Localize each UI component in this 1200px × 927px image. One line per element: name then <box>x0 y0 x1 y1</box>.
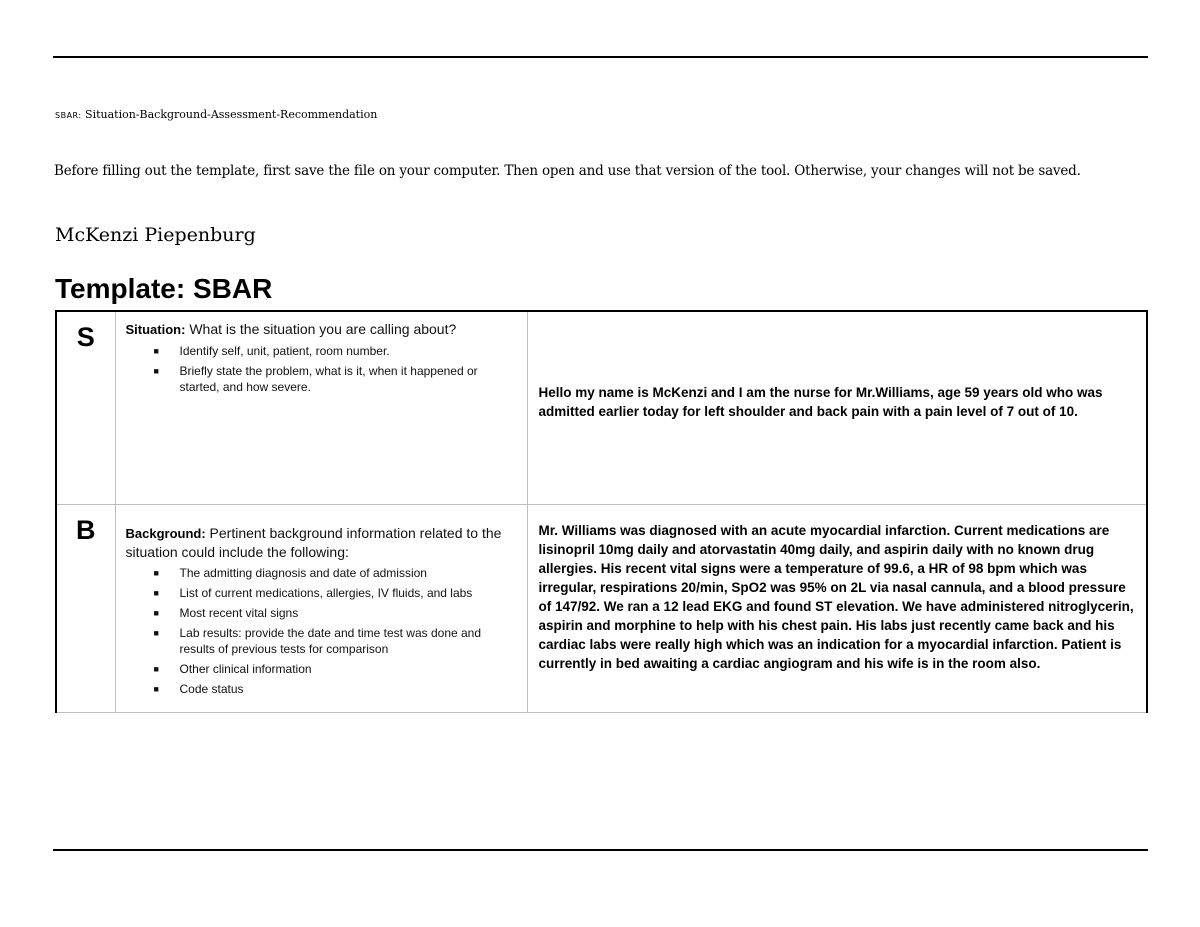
situation-answer[interactable]: Hello my name is McKenzi and I am the nurse for Mr.Williams, age 59 years old who was admitted earlier today for left shoulder and back pain with a pain level of 7 out of 10. <box>538 385 1103 419</box>
list-item <box>154 585 519 601</box>
bullet-text: List of current medications, allergies, IV fluids, and labs <box>179 586 473 600</box>
prompt-label: Situation: <box>125 322 186 337</box>
prompt-label: Background: <box>125 526 206 541</box>
header-prefix: SBAR: <box>55 111 82 120</box>
bullet-text: Code status <box>179 682 244 696</box>
list-item <box>154 343 519 359</box>
bottom-rule <box>53 849 1148 851</box>
bullet-icon: ■ <box>153 588 159 598</box>
bullet-icon: ■ <box>153 684 159 694</box>
bullet-text: The admitting diagnosis and date of admission <box>179 566 427 580</box>
row-letter-cell <box>56 505 115 713</box>
author-name: McKenzi Piepenburg <box>55 224 256 246</box>
list-item <box>154 661 519 677</box>
list-item <box>154 363 519 395</box>
sbar-table <box>55 310 1148 713</box>
bullet-icon: ■ <box>153 664 159 674</box>
bullet-text: Other clinical information <box>179 662 312 676</box>
prompt-bullets <box>126 343 519 395</box>
bullet-icon: ■ <box>153 628 159 638</box>
list-item <box>154 565 519 581</box>
row-letter: B <box>76 515 96 545</box>
bullet-icon: ■ <box>153 568 159 578</box>
list-item <box>154 625 519 657</box>
document-header <box>55 108 377 121</box>
sbar-row-situation <box>56 311 1147 505</box>
bullet-text: Identify self, unit, patient, room number. <box>179 344 390 358</box>
prompt-bullets <box>126 565 519 697</box>
bullet-icon: ■ <box>153 608 159 618</box>
sbar-row-background <box>56 505 1147 713</box>
bullet-text: Lab results: provide the date and time test was done and results of previous tests for comparison <box>179 626 482 656</box>
answer-cell[interactable] <box>527 311 1147 505</box>
bullet-icon: ■ <box>153 366 159 376</box>
top-rule <box>53 56 1148 58</box>
background-answer[interactable]: Mr. Williams was diagnosed with an acute myocardial infarction. Current medications are lisinopril 10mg daily and atorvastatin 40mg daily, and aspirin daily with no known drug allergies. His recent vital signs were a temperature of 99.6, a HR of 98 bpm which was irregular, respirations 20/min, SpO2 was 95% on 2L via nasal cannula, and a blood pressure of 147/92. We ran a 12 lead EKG and found ST elevation. We have administered nitroglycerin, aspirin and morphine to help with his chest pain. His labs just recently came back and his cardiac labs were really high which was an indication for a myocardial infarction. Patient is currently in bed awaiting a cardiac angiogram and his wife is in the room also. <box>538 523 1134 671</box>
prompt-cell <box>115 311 527 505</box>
bullet-text: Briefly state the problem, what is it, when it happened or started, and how severe. <box>179 364 478 394</box>
list-item <box>154 605 519 621</box>
header-title: Situation-Background-Assessment-Recommendation <box>85 108 378 121</box>
answer-cell[interactable] <box>527 505 1147 713</box>
prompt-text: What is the situation you are calling about? <box>185 321 457 337</box>
row-letter-cell <box>56 311 115 505</box>
bullet-icon: ■ <box>153 346 159 356</box>
list-item <box>154 681 519 697</box>
prompt-cell <box>115 505 527 713</box>
instructions-text: Before filling out the template, first save the file on your computer. Then open and use that version of the tool. Otherwise, your changes will not be saved. <box>54 163 1081 179</box>
row-letter: S <box>76 322 95 352</box>
prompt-text: Pertinent background information related to the situation could include the following: <box>125 525 502 560</box>
template-title: Template: SBAR <box>55 273 273 304</box>
bullet-text: Most recent vital signs <box>179 606 299 620</box>
